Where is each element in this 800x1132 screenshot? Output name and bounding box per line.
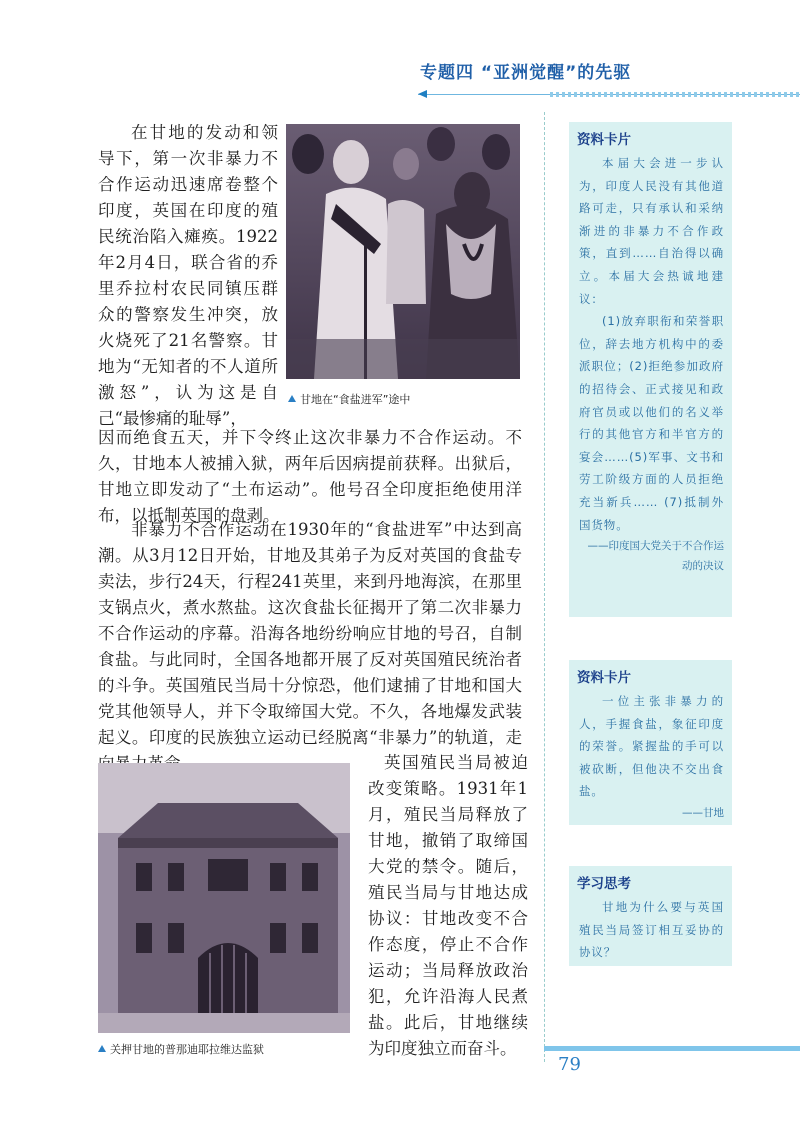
study-question-card [569, 866, 732, 966]
header-rule [418, 92, 800, 97]
arrow-left-icon [418, 90, 427, 98]
card-title: 资料卡片 [577, 132, 631, 148]
paragraph-4: 英国殖民当局被迫改变策略。1931年1月，殖民当局释放了甘地，撤销了取缔国大党的禁令。随后，殖民当局与甘地达成协议：甘地改变不合作态度，停止不合作运动；当局释放政治犯，允许沿海人民煮盐。此后，甘地继续为印度独立而奋斗。 [368, 753, 528, 1058]
triangle-marker-icon [288, 395, 296, 402]
card-title: 学习思考 [577, 876, 631, 892]
photo-2-caption: 关押甘地的普那迪耶拉维达监狱 [98, 1041, 264, 1057]
info-card-gandhi-quote [569, 660, 732, 825]
page-number: 79 [558, 1054, 581, 1075]
card-text: 甘地为什么要与英国殖民当局签订相互妥协的协议？ [579, 900, 724, 960]
card-text: (1)放弃职衔和荣誉职位，辞去地方机构中的委派职位；(2)拒绝参加政府的招待会、正式接见和政府官员或以他们的名义举行的其他官方和半官方的宴会……(5)军事、文书和劳工阶级方面的人员拒绝充当新兵…… (7)抵制外国货物。 [579, 314, 724, 532]
triangle-marker-icon [98, 1045, 106, 1052]
footer-bar [544, 1046, 800, 1051]
yerwada-prison-photo [98, 763, 350, 1033]
card-title: 资料卡片 [577, 670, 631, 686]
photo-1-caption: 甘地在“食盐进军”途中 [288, 391, 410, 407]
info-card-resolution [569, 122, 732, 617]
paragraph-2: 因而绝食五天，并下令终止这次非暴力不合作运动。不久，甘地本人被捕入狱，两年后因病提前获释。出狱后，甘地立即发动了“土布运动”。他号召全印度拒绝使用洋布，以抵制英国的盘剥。 [98, 428, 522, 525]
gandhi-salt-march-photo [286, 124, 520, 379]
chapter-header-title: 专题四 “亚洲觉醒”的先驱 [420, 63, 632, 83]
card-source: ——甘地 [682, 806, 724, 819]
column-divider [544, 112, 545, 1062]
card-source: ——印度国大党关于不合作运动的决议 [587, 540, 724, 573]
paragraph-1: 在甘地的发动和领导下，第一次非暴力不合作运动迅速席卷整个印度，英国在印度的殖民统治陷入瘫痪。1922年2月4日，联合省的乔里乔拉村农民同镇压群众的警察发生冲突，放火烧死了21名警察。甘地为“无知者的不人道所激怒”，认为这是自己“最惨痛的耻辱”， [98, 123, 278, 428]
paragraph-3: 非暴力不合作运动在1930年的“食盐进军”中达到高潮。从3月12日开始，甘地及其弟子为反对英国的食盐专卖法，步行24天，行程241英里，来到丹地海滨，在那里支锅点火，煮水熬盐。这次食盐长征揭开了第二次非暴力不合作运动的序幕。沿海各地纷纷响应甘地的号召，自制食盐。与此同时，全国各地都开展了反对英国殖民统治者的斗争。英国殖民当局十分惊恐，他们逮捕了甘地和国大党其他领导人，并下令取缔国大党。不久，各地爆发武装起义。印度的民族独立运动已经脱离“非暴力”的轨道，走 [98, 520, 522, 747]
card-text: 一位主张非暴力的人，手握食盐，象征印度的荣誉。紧握盐的手可以被砍断，但他决不交出食盐。 [579, 694, 724, 799]
card-text: 本届大会进一步认为，印度人民没有其他道路可走，只有承认和采纳渐进的非暴力不合作政策，直到……自治得以确立。本届大会热诚地建议： [579, 156, 724, 306]
